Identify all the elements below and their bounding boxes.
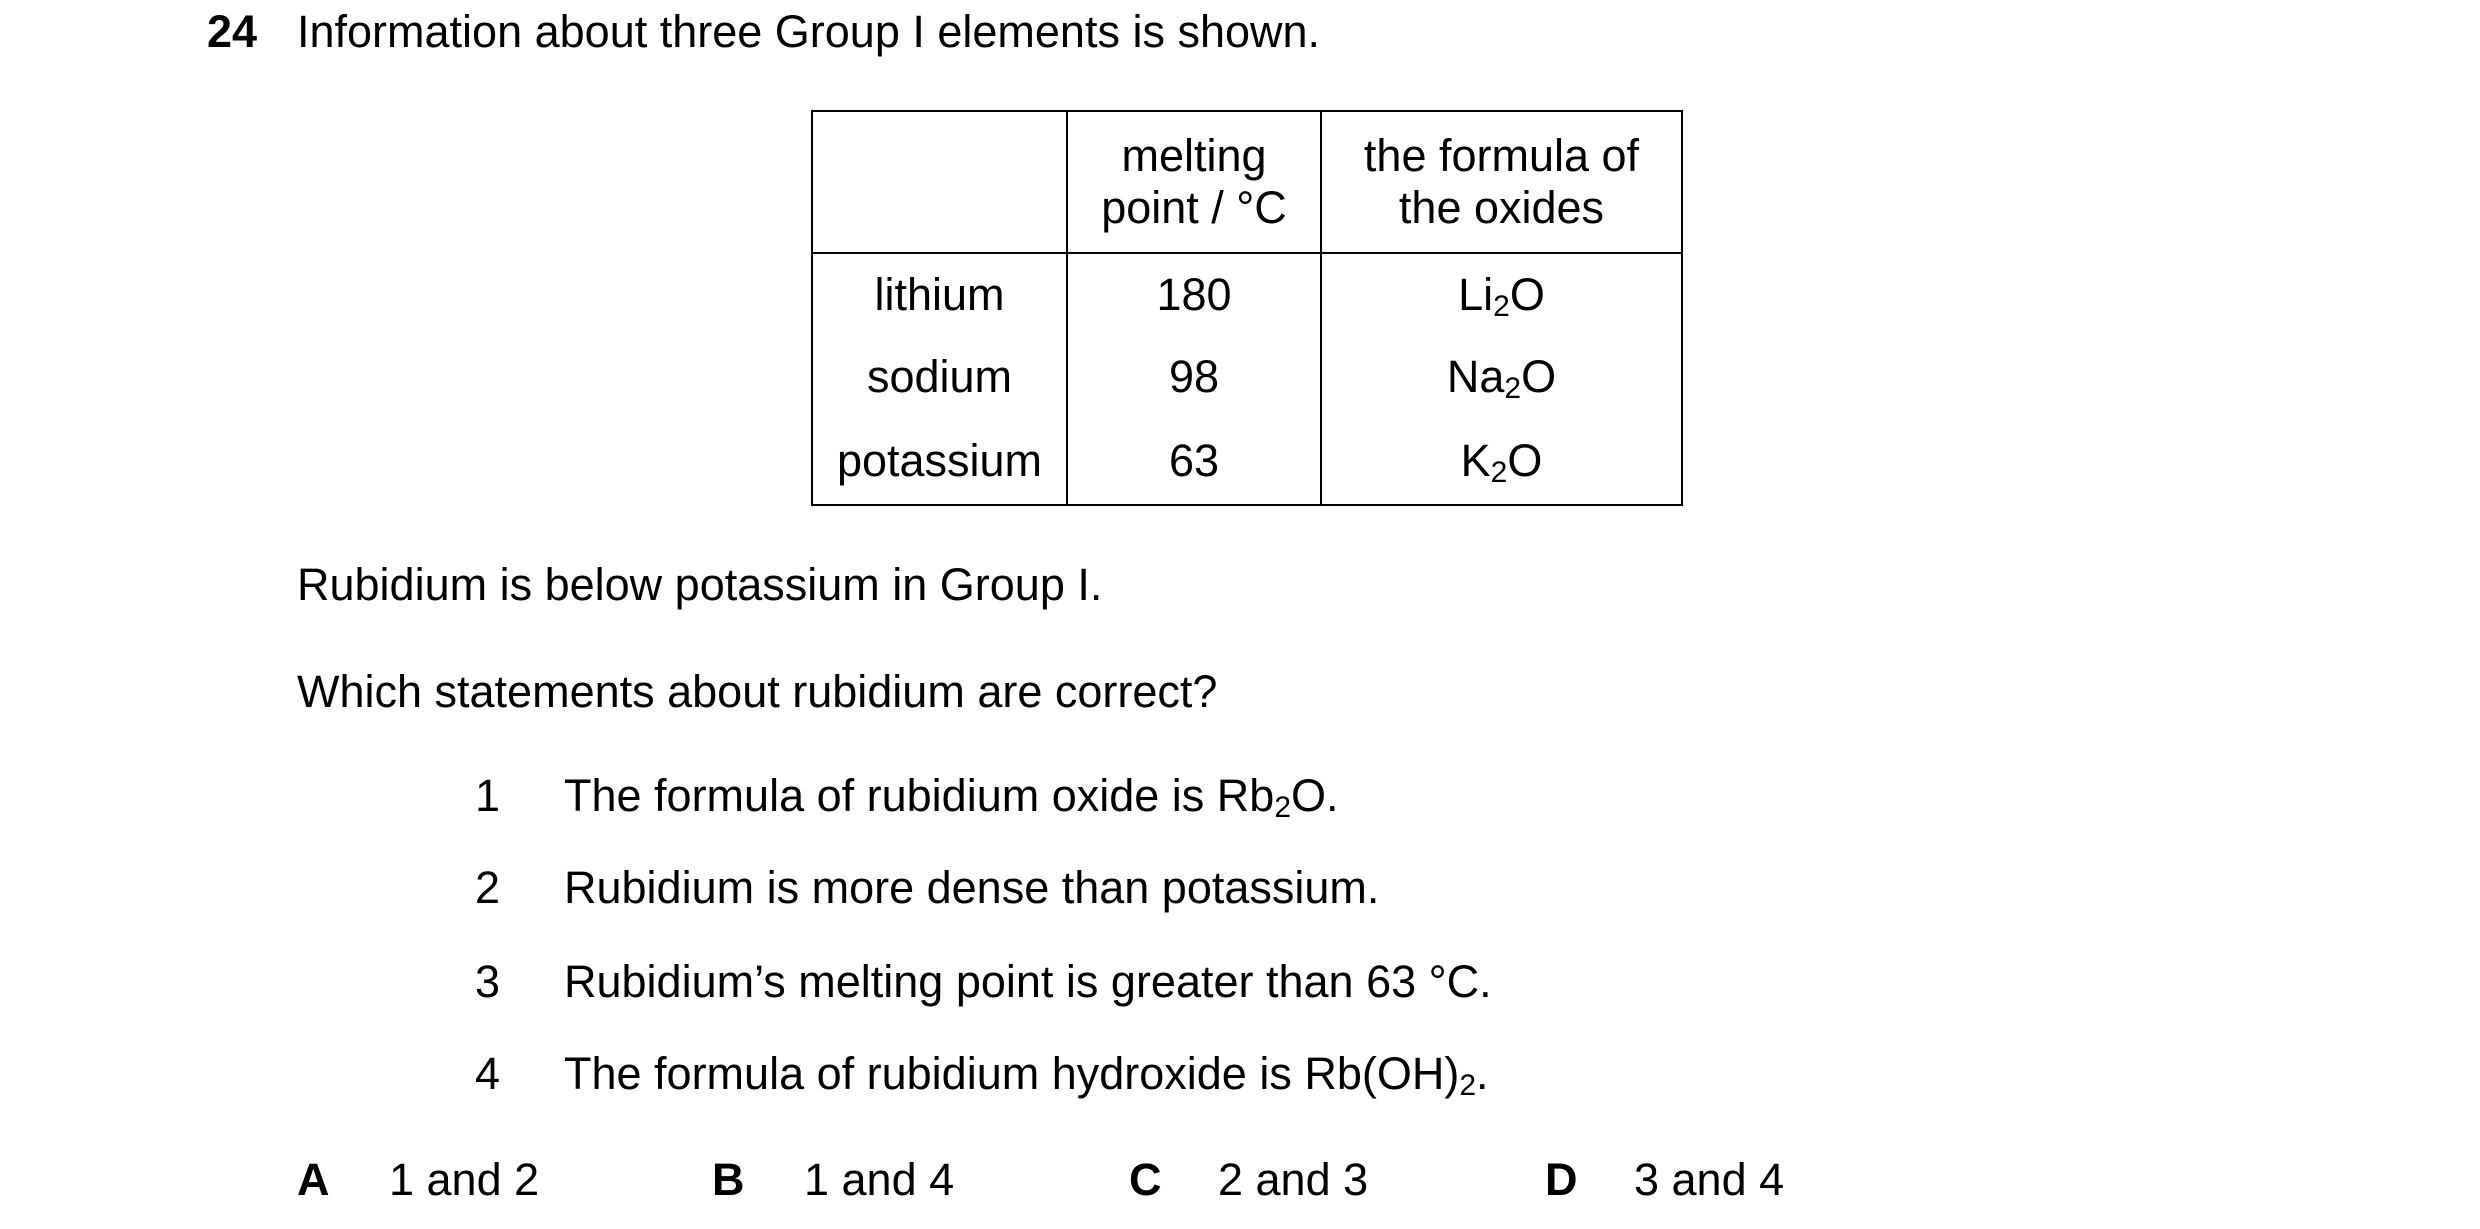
statement-text bbox=[564, 1048, 1489, 1100]
statement-tail: . bbox=[1476, 1048, 1489, 1099]
cell-melting-point: 63 bbox=[1067, 418, 1321, 505]
question-stem: Information about three Group I elements is shown. bbox=[297, 6, 1321, 57]
cell-oxide-formula bbox=[1321, 336, 1682, 418]
statement-number: 2 bbox=[475, 862, 501, 913]
formula-symbol: Li bbox=[1458, 269, 1494, 320]
header-formula-line-2: the oxides bbox=[1398, 182, 1605, 233]
cell-melting-point: 180 bbox=[1067, 253, 1321, 336]
formula-subscript: 2 bbox=[1493, 290, 1510, 323]
statement-subscript: 2 bbox=[1459, 1069, 1477, 1102]
statement-number: 4 bbox=[475, 1048, 501, 1099]
header-formula-line-1: the formula of bbox=[1363, 130, 1640, 181]
header-melting-line-1: melting bbox=[1121, 130, 1267, 181]
table-row bbox=[812, 336, 1682, 418]
formula-rest: O bbox=[1521, 351, 1557, 402]
table-header-row bbox=[812, 111, 1682, 253]
header-melting-point bbox=[1067, 111, 1321, 253]
header-melting-line-2: point / °C bbox=[1101, 182, 1287, 233]
formula-rest: O bbox=[1509, 269, 1545, 320]
formula-symbol: K bbox=[1460, 435, 1491, 486]
statement-body: Rubidium is more dense than potassium. bbox=[564, 862, 1380, 913]
statement-body: The formula of rubidium oxide is Rb bbox=[564, 770, 1275, 821]
header-oxide-formula bbox=[1321, 111, 1682, 253]
statement-number: 3 bbox=[475, 956, 501, 1007]
option-text-c[interactable]: 2 and 3 bbox=[1218, 1154, 1369, 1205]
cell-element: sodium bbox=[812, 336, 1067, 418]
cell-oxide-formula bbox=[1321, 418, 1682, 505]
option-text-d[interactable]: 3 and 4 bbox=[1634, 1154, 1785, 1205]
statement-body: Rubidium’s melting point is greater than 63 °C. bbox=[564, 956, 1492, 1007]
cell-element: potassium bbox=[812, 418, 1067, 505]
statement-text bbox=[564, 770, 1339, 822]
header-element bbox=[812, 111, 1067, 253]
question-prompt: Which statements about rubidium are correct? bbox=[297, 666, 1218, 717]
context-text: Rubidium is below potassium in Group I. bbox=[297, 559, 1103, 610]
cell-oxide-formula bbox=[1321, 253, 1682, 336]
statement-number: 1 bbox=[475, 770, 501, 821]
statement-text bbox=[564, 862, 1379, 914]
statement-subscript: 2 bbox=[1274, 791, 1291, 824]
group1-data-table bbox=[811, 110, 1683, 506]
formula-subscript: 2 bbox=[1504, 372, 1522, 405]
question-number: 24 bbox=[207, 6, 258, 57]
formula-subscript: 2 bbox=[1490, 456, 1508, 489]
formula-rest: O bbox=[1507, 435, 1543, 486]
option-letter-a[interactable]: A bbox=[297, 1154, 330, 1205]
statement-tail: O. bbox=[1291, 770, 1339, 821]
statement-text bbox=[564, 956, 1492, 1008]
table-row bbox=[812, 253, 1682, 336]
table-row bbox=[812, 418, 1682, 505]
cell-melting-point: 98 bbox=[1067, 336, 1321, 418]
option-letter-d[interactable]: D bbox=[1545, 1154, 1578, 1205]
statement-body: The formula of rubidium hydroxide is Rb(OH) bbox=[564, 1048, 1460, 1099]
option-letter-b[interactable]: B bbox=[712, 1154, 745, 1205]
option-letter-c[interactable]: C bbox=[1129, 1154, 1162, 1205]
option-text-a[interactable]: 1 and 2 bbox=[389, 1154, 540, 1205]
formula-symbol: Na bbox=[1446, 351, 1505, 402]
cell-element: lithium bbox=[812, 253, 1067, 336]
option-text-b[interactable]: 1 and 4 bbox=[804, 1154, 955, 1205]
